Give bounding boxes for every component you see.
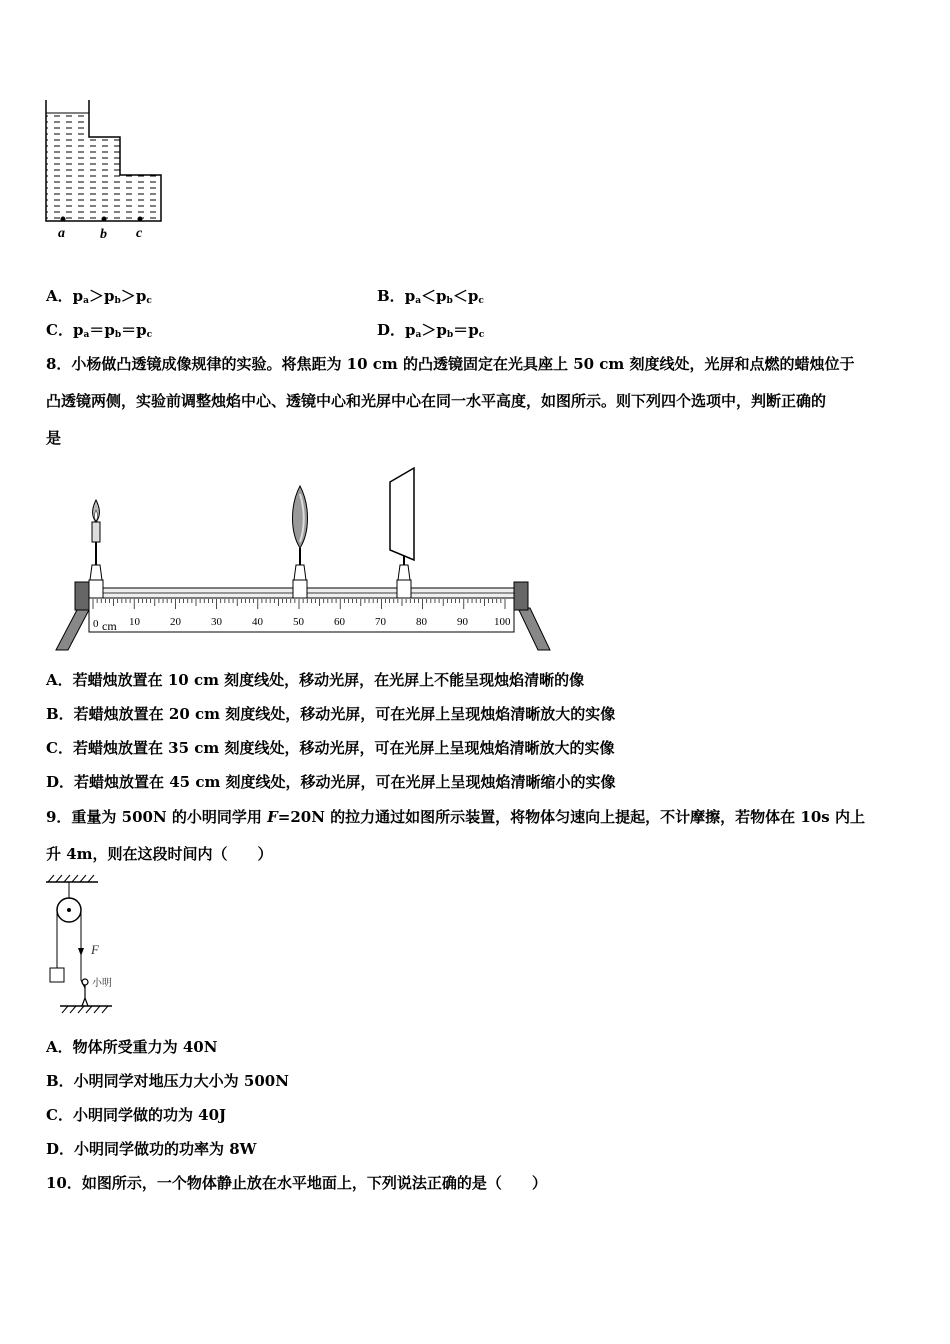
q7-option-b: B．$p_a<p_b<p_c$ (377, 287, 484, 306)
point-label-c: c (136, 226, 143, 241)
q9-option-b: B．小明同学对地压力大小为 500N (46, 1072, 289, 1090)
ruler-label-70: 70 (375, 616, 386, 628)
ruler-label-40: 40 (252, 616, 263, 628)
q7-option-c: C．$p_a=p_b=p_c$ (46, 321, 153, 340)
ruler-label-60: 60 (334, 616, 345, 628)
force-label: F (91, 942, 99, 957)
ruler-label-30: 30 (211, 616, 222, 628)
q8-option-d: D．若蜡烛放置在 45 cm 刻度线处，移动光屏，可在光屏上呈现烛焰清晰缩小的实像 (46, 773, 616, 791)
q8-stem-line1: 8．小杨做凸透镜成像规律的实验。将焦距为 10 cm 的凸透镜固定在光具座上 50 cm 刻度线处，光屏和点燃的蜡烛位于 (46, 355, 855, 373)
q10-stem: 10．如图所示，一个物体静止放在水平地面上，下列说法正确的是（ ） (46, 1174, 547, 1192)
q8-stem-line2: 凸透镜两侧，实验前调整烛焰中心、透镜中心和光屏中心在同一水平高度，如图所示。则下列四个选项中，判断正确的 (46, 392, 827, 410)
q8-option-a: A．若蜡烛放置在 10 cm 刻度线处，移动光屏，在光屏上不能呈现烛焰清晰的像 (46, 671, 585, 689)
ruler-label-90: 90 (457, 616, 468, 628)
q9-option-c: C．小明同学做的功为 40J (46, 1106, 227, 1124)
q9-stem-line2: 升 4m，则在这段时间内（ ） (46, 845, 273, 863)
q9-option-d: D．小明同学做功的功率为 8W (46, 1140, 257, 1158)
optical-bench-figure (50, 460, 555, 655)
ruler-label-10: 10 (129, 616, 140, 628)
q7-option-a: A．$p_a>p_b>p_c$ (46, 287, 152, 306)
q7-option-d: D．$p_a>p_b=p_c$ (377, 321, 485, 340)
container-figure (40, 95, 170, 245)
pulley-figure (40, 872, 130, 1017)
point-label-a: a (58, 226, 65, 241)
light-screen (390, 468, 414, 598)
ruler-label-0: 0 (93, 618, 99, 630)
candle (89, 500, 103, 598)
q9-option-a: A．物体所受重力为 40N (46, 1038, 218, 1056)
person-label: 小明 (92, 978, 112, 989)
point-label-b: b (100, 227, 107, 242)
q8-option-b: B．若蜡烛放置在 20 cm 刻度线处，移动光屏，可在光屏上呈现烛焰清晰放大的实像 (46, 705, 616, 723)
ruler-label-100: 100 (494, 616, 511, 628)
q8-option-c: C．若蜡烛放置在 35 cm 刻度线处，移动光屏，可在光屏上呈现烛焰清晰放大的实像 (46, 739, 615, 757)
ruler-label-cm: cm (102, 619, 117, 633)
ruler-label-50: 50 (293, 616, 304, 628)
ruler-label-20: 20 (170, 616, 181, 628)
q8-stem-line3: 是 (46, 429, 62, 447)
q9-stem-line1: 9．重量为 500N 的小明同学用 F=20N 的拉力通过如图所示装置，将物体匀速向上提起，不计摩擦，若物体在 10s 内上 (46, 808, 865, 826)
ruler-label-80: 80 (416, 616, 427, 628)
person (81, 979, 88, 1006)
convex-lens (293, 486, 308, 598)
